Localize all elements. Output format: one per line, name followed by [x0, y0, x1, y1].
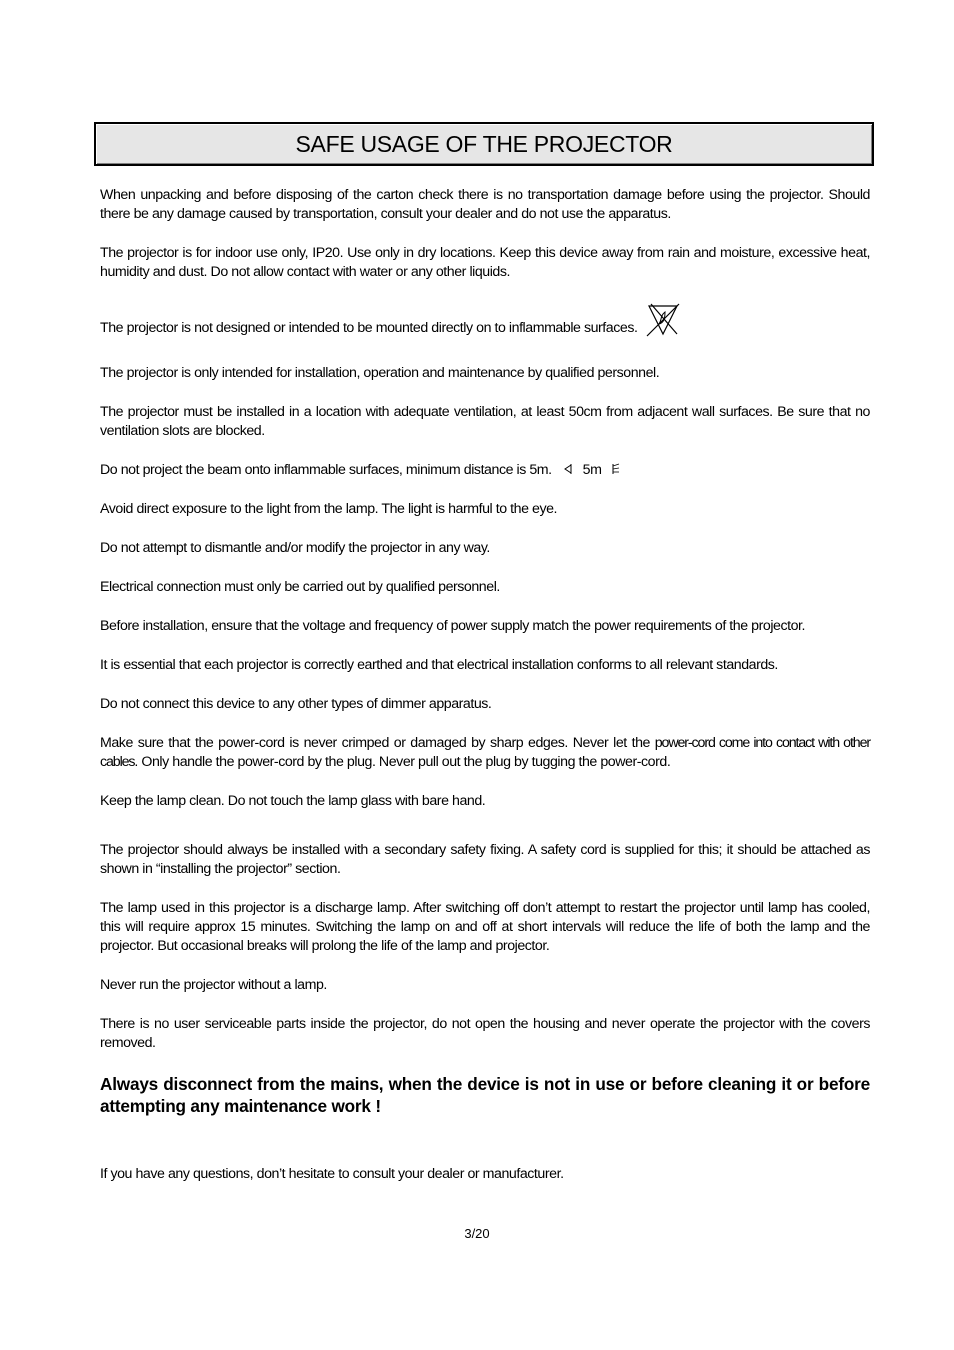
paragraph-no-lamp: Never run the projector without a lamp.: [100, 977, 327, 993]
paragraph-dimmer: Do not connect this device to any other types of dimmer apparatus.: [100, 696, 492, 712]
paragraph-beam-text: Do not project the beam onto inflammable surfaces, minimum distance is 5m.: [100, 462, 552, 478]
paragraph-electrical: Electrical connection must only be carried out by qualified personnel.: [100, 579, 500, 595]
beam-distance-value: 5m: [582, 462, 602, 478]
paragraph-dismantle: Do not attempt to dismantle and/or modify the projector in any way.: [100, 540, 490, 556]
beam-distance-right-icon: [611, 462, 621, 474]
paragraph-lamp-clean: Keep the lamp clean. Do not touch the lamp glass with bare hand.: [100, 793, 486, 809]
paragraph-powercord: [100, 734, 870, 772]
beam-distance-left-icon: [563, 462, 573, 474]
safety-content: [100, 186, 870, 1204]
paragraph-voltage: Before installation, ensure that the voltage and frequency of power supply match the power requirements of the projector.: [100, 618, 806, 634]
paragraph-powercord-part-3: . Only handle the power-cord by the plug. Never pull out the plug by tugging the power-cord.: [134, 754, 671, 770]
paragraph-beam: [100, 461, 870, 480]
paragraph-ventilation: The projector must be installed in a location with adequate ventilation, at least 50cm from adjacent wall surfaces. Be sure that no ventilation slots are blocked.: [100, 404, 870, 439]
paragraph-unpacking: When unpacking and before disposing of the carton check there is no transportation damage before using the projector. Should there be any damage caused by transportation, consult your dealer and do not use the apparatus.: [100, 187, 870, 222]
paragraph-serviceable: There is no user serviceable parts inside the projector, do not open the housing and never operate the projector with the covers removed.: [100, 1016, 870, 1051]
paragraph-powercord-part-1: Make sure that the power-cord is never crimped or damaged by sharp edges. Never let the: [100, 735, 655, 751]
paragraph-discharge-lamp: The lamp used in this projector is a discharge lamp. After switching off don’t attempt to restart the projector until lamp has cooled, this will require approx 15 minutes. Switching the lamp on and off at short intervals will reduce the life of both the lamp and the projector. But occasional breaks will prolong the life of the lamp and projector.: [100, 900, 870, 954]
paragraph-exposure: Avoid direct exposure to the light from the lamp. The light is harmful to the eye.: [100, 501, 558, 517]
closing-note: If you have any questions, don’t hesitate to consult your dealer or manufacturer.: [100, 1166, 564, 1182]
mains-warning: Always disconnect from the mains, when the device is not in use or before cleaning it or before attempting any maintenance work !: [100, 1074, 870, 1116]
paragraph-indoor: The projector is for indoor use only, IP20. Use only in dry locations. Keep this device away from rain and moisture, excessive heat, humidity and dust. Do not allow contact with water or any other liquids.: [100, 245, 870, 280]
no-flammable-surface-icon: [643, 302, 683, 338]
paragraph-powercord-part-2: power-cord come into contact with other cables: [100, 735, 870, 770]
paragraph-inflammable: [100, 302, 870, 338]
paragraph-inflammable-text: The projector is not designed or intended to be mounted directly on to inflammable surfaces.: [100, 320, 638, 336]
page-title: SAFE USAGE OF THE PROJECTOR: [295, 130, 673, 157]
paragraph-qualified: The projector is only intended for installation, operation and maintenance by qualified personnel.: [100, 365, 660, 381]
paragraph-earthed: It is essential that each projector is correctly earthed and that electrical installation conforms to all relevant standards.: [100, 657, 778, 673]
paragraph-safety-fixing: The projector should always be installed with a secondary safety fixing. A safety cord is supplied for this; it should be attached as shown in “installing the projector” section.: [100, 842, 870, 877]
page-number: 3/20: [464, 1226, 490, 1241]
title-box: [94, 122, 874, 166]
